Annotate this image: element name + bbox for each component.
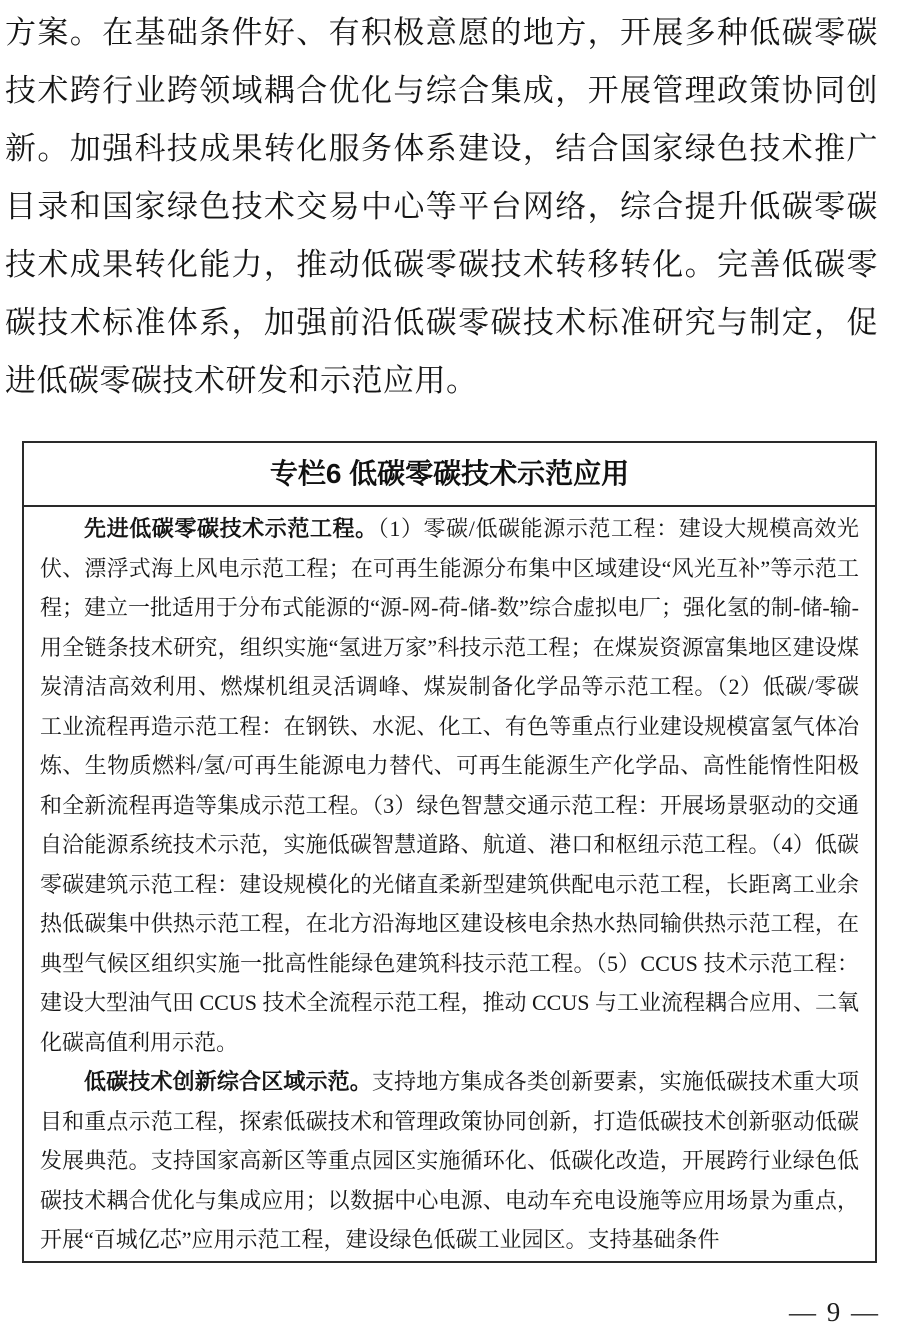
page-number: — 9 — [789,1297,880,1327]
box-paragraph-2-text: 支持地方集成各类创新要素，实施低碳技术重大项目和重点示范工程，探索低碳技术和管理政策协同创新，打造低碳技术创新驱动低碳发展典范。支持国家高新区等重点园区实施循环化、低碳化改造，开展跨行业绿色低碳技术耦合优化与集成应用；以数据中心电源、电动车充电设施等应用场景为重点，开展“百城亿芯”应用示范工程，建设绿色低碳工业园区。支持基础条件 [40,1069,859,1252]
column-box-body [24,507,875,1255]
box-paragraph-2-lead: 低碳技术创新综合区域示范。 [84,1069,372,1094]
box-paragraph-1 [40,509,859,1062]
body-paragraph: 方案。在基础条件好、有积极意愿的地方，开展多种低碳零碳技术跨行业跨领域耦合优化与综合集成，开展管理政策协同创新。加强科技成果转化服务体系建设，结合国家绿色技术推广目录和国家绿色技术交易中心等平台网络，综合提升低碳零碳技术成果转化能力，推动低碳零碳技术转移转化。完善低碳零碳技术标准体系，加强前沿低碳零碳技术标准研究与制定，促进低碳零碳技术研发和示范应用。 [5,15,878,398]
box-paragraph-2 [40,1062,859,1255]
column-box-title: 专栏6 低碳零碳技术示范应用 [24,443,875,507]
box-paragraph-1-lead: 先进低碳零碳技术示范工程。 [84,516,378,541]
box-paragraph-1-text: （1）零碳/低碳能源示范工程：建设大规模高效光伏、漂浮式海上风电示范工程；在可再生能源分布集中区域建设“风光互补”等示范工程；建立一批适用于分布式能源的“源-网-荷-储-数”综合虚拟电厂；强化氢的制-储-输-用全链条技术研究，组织实施“氢进万家”科技示范工程；在煤炭资源富集地区建设煤炭清洁高效利用、燃煤机组灵活调峰、煤炭制备化学品等示范工程。（2）低碳/零碳工业流程再造示范工程：在钢铁、水泥、化工、有色等重点行业建设规模富氢气体冶炼、生物质燃料/氢/可再生能源电力替代、可再生能源生产化学品、高性能惰性阳极和全新流程再造等集成示范工程。（3）绿色智慧交通示范工程：开展场景驱动的交通自洽能源系统技术示范，实施低碳智慧道路、航道、港口和枢纽示范工程。（4）低碳零碳建筑示范工程：建设规模化的光储直柔新型建筑供配电示范工程，长距离工业余热低碳集中供热示范工程，在北方沿海地区建设核电余热水热同输供热示范工程，在典型气候区组织实施一批高性能绿色建筑科技示范工程。（5）CCUS 技术示范工程：建设大型油气田 CCUS 技术全流程示范工程，推动 CCUS 与工业流程耦合应用、二氧化碳高值利用示范。 [40,516,859,1055]
column-box [22,441,877,1263]
